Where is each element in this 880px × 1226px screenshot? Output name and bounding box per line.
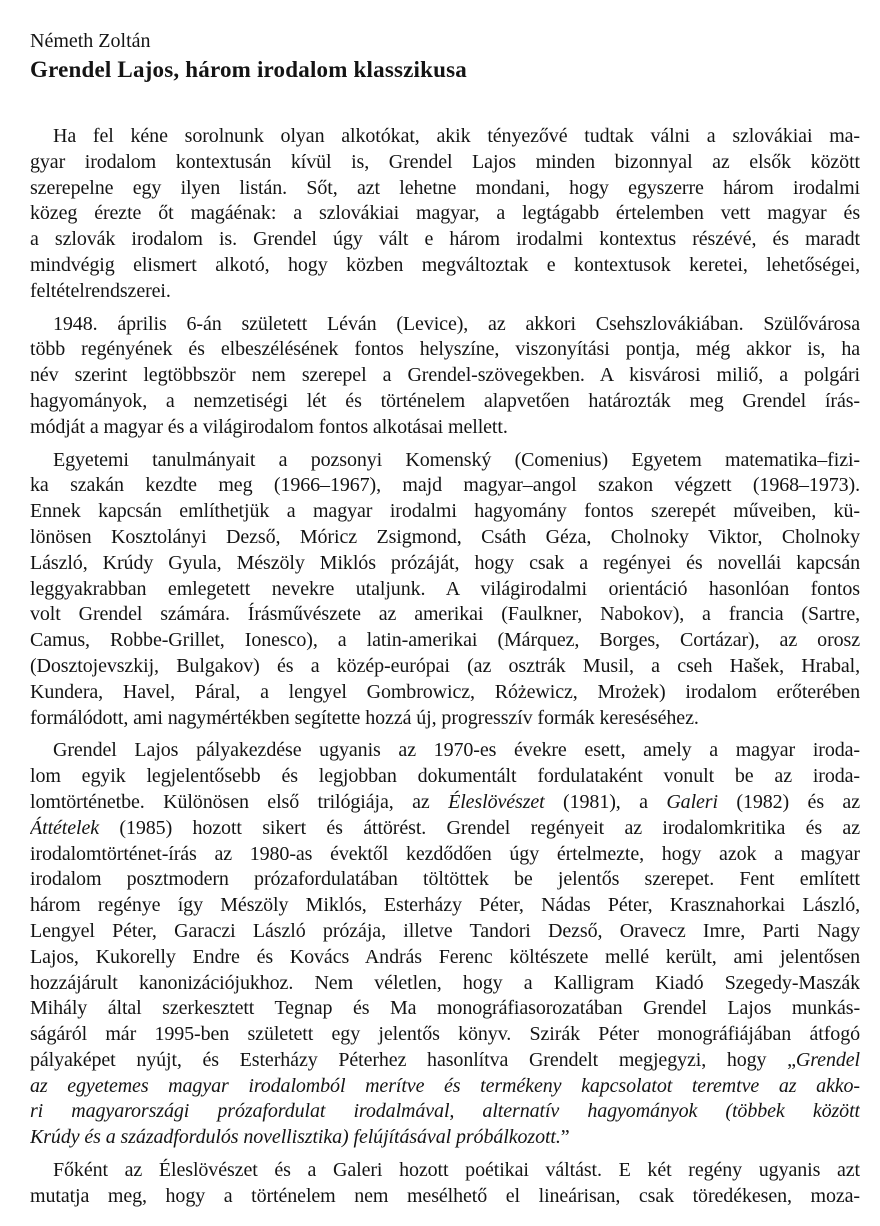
text-run: irodalomtörténet-írás az 1980-as évektől kezdődően úgy értelmezte, hogy azok a magyar [30, 842, 860, 865]
text-run: ságáról már 1995-ben született egy jelentős könyv. Szirák Péter monográfiájában átfogó [30, 1023, 860, 1046]
article-body [30, 124, 860, 1210]
italic-text-run: ri magyarországi prózafordulat irodalmával, alternatív hagyományok (többek között [30, 1100, 860, 1123]
text-run: volt Grendel számára. Írásművészete az amerikai (Faulkner, Nabokov), a francia (Sartre, [30, 603, 860, 626]
text-run: három regénye így Mészöly Miklós, Esterházy Péter, Nádas Péter, Krasznahorkai László, [30, 894, 860, 917]
text-line [30, 577, 860, 603]
text-line [30, 1099, 860, 1125]
paragraph [30, 738, 860, 1151]
text-run: Egyetemi tanulmányait a pozsonyi Komenský (Comenius) Egyetem matematika–fizi- [53, 448, 860, 471]
text-run: 1948. április 6-án született Léván (Levice), az akkori Csehszlovákiában. Szülővárosa [53, 312, 860, 335]
text-line [30, 337, 860, 363]
text-line [30, 1125, 860, 1151]
text-line [30, 176, 860, 202]
article-title: Grendel Lajos, három irodalom klasszikusa [30, 57, 467, 82]
text-line [30, 738, 860, 764]
text-run: lönösen Kosztolányi Dezső, Móricz Zsigmond, Csáth Géza, Cholnoky Viktor, Cholnoky [30, 525, 860, 548]
text-line [30, 201, 860, 227]
text-line [30, 551, 860, 577]
paragraph [30, 124, 860, 305]
text-run: Grendel Lajos pályakezdése ugyanis az 1970-es évekre esett, amely a magyar iroda- [53, 739, 860, 762]
text-run: (1981), a [544, 790, 667, 813]
text-run: Kundera, Havel, Páral, a lengyel Gombrowicz, Różewicz, Mrożek) irodalom erőterében [30, 680, 860, 703]
text-line [30, 1048, 860, 1074]
italic-text-run: az egyetemes magyar irodalomból merítve és termékeny kapcsolatot teremtve az akko- [30, 1074, 860, 1097]
text-line [30, 706, 860, 732]
text-line [30, 628, 860, 654]
text-line [30, 867, 860, 893]
text-run: gyar irodalom kontextusán kívül is, Grendel Lajos minden bizonnyal az elsők között [30, 150, 860, 173]
text-line [30, 654, 860, 680]
text-line [30, 499, 860, 525]
italic-text-run: Éleslövészet [448, 790, 545, 813]
text-run: módját a magyar és a világirodalom fontos alkotásai mellett. [30, 415, 508, 438]
text-run: hagyományok, a nemzetiségi lét és történelem alapvetően határozták meg Grendel írás- [30, 389, 860, 412]
text-run: a szlovák irodalom is. Grendel úgy vált e három irodalmi kontextus részévé, és maradt [30, 228, 860, 251]
text-line [30, 842, 860, 868]
text-line [30, 1158, 860, 1184]
text-line [30, 312, 860, 338]
text-run: irodalom posztmodern prózafordulatában töltöttek be jelentős szerepet. Fent említett [30, 868, 860, 891]
text-line [30, 448, 860, 474]
text-line [30, 602, 860, 628]
paragraph [30, 1158, 860, 1210]
text-line [30, 389, 860, 415]
text-line [30, 1074, 860, 1100]
text-run: Ennek kapcsán említhetjük a magyar irodalmi hagyomány fontos szerepét műveiben, kü- [30, 500, 860, 523]
text-line [30, 525, 860, 551]
text-line [30, 919, 860, 945]
text-line [30, 473, 860, 499]
author-name: Németh Zoltán [30, 30, 151, 52]
text-run: lomtörténetbe. Különösen első trilógiája, az [30, 790, 449, 813]
text-line [30, 227, 860, 253]
text-run: Mihály által szerkesztett Tegnap és Ma monográfiasorozatában Grendel Lajos munkás- [30, 997, 860, 1020]
text-run: formálódott, ami nagymértékben segítette hozzá új, progresszív formák kereséséhez. [30, 706, 699, 729]
text-run: feltételrendszerei. [30, 279, 171, 302]
italic-text-run: Grendel [795, 1048, 860, 1071]
text-run: pályaképet nyújt, és Esterházy Péterhez hasonlítva Grendelt megjegyzi, hogy „ [30, 1048, 796, 1071]
text-line [30, 816, 860, 842]
text-run: ka szakán kezdte meg (1966–1967), majd magyar–angol szakon végzett (1968–1973). [30, 474, 860, 497]
text-line [30, 971, 860, 997]
italic-text-run: Galeri [666, 790, 718, 813]
text-line [30, 124, 860, 150]
text-line [30, 253, 860, 279]
text-line [30, 415, 860, 441]
text-run: (1985) hozott sikert és áttörést. Grendel regényeit az irodalomkritika és az [99, 816, 860, 839]
text-line [30, 893, 860, 919]
text-line [30, 790, 860, 816]
paragraph [30, 448, 860, 732]
text-line [30, 1022, 860, 1048]
text-run: szerepelne egy ilyen listán. Sőt, azt lehetne mondani, hogy egyszerre három irodalmi [30, 176, 860, 199]
text-line [30, 996, 860, 1022]
text-run: (1982) és az [717, 790, 860, 813]
text-run: Lengyel Péter, Garaczi László prózája, illetve Tandori Dezső, Oravecz Imre, Parti Nagy [30, 919, 860, 942]
text-run: közeg érezte őt magáénak: a szlovákiai magyar, a legtágabb értelemben vett magyar és [30, 202, 860, 225]
paragraph [30, 312, 860, 441]
italic-text-run: Krúdy és a századfordulós novellisztika) felújításával próbálkozott. [30, 1126, 561, 1149]
italic-text-run: Áttételek [30, 816, 100, 839]
text-run: ” [560, 1126, 570, 1149]
text-run: Lajos, Kukorelly Endre és Kovács András Ferenc költészete mellé került, ami jelentősen [30, 945, 860, 968]
text-run: név szerint legtöbbször nem szerepel a Grendel-szövegekben. A kisvárosi miliő, a polgári [30, 364, 860, 387]
text-line [30, 945, 860, 971]
text-line [30, 363, 860, 389]
text-run: lom egyik legjelentősebb és legjobban dokumentált fordulataként vonult be az iroda- [30, 765, 860, 788]
text-run: mutatja meg, hogy a történelem nem mesélhető el lineárisan, csak töredékesen, moza- [30, 1184, 860, 1207]
text-line [30, 279, 860, 305]
text-run: Ha fel kéne sorolnunk olyan alkotókat, akik tényezővé tudtak válni a szlovákiai ma- [53, 125, 860, 147]
text-run: Camus, Robbe-Grillet, Ionesco), a latin-amerikai (Márquez, Borges, Cortázar), az orosz [30, 629, 860, 652]
text-run: László, Krúdy Gyula, Mészöly Miklós prózáját, hogy csak a regényei és novellái kapcsán [30, 551, 860, 574]
text-run: hozzájárult kanonizációjukhoz. Nem véletlen, hogy a Kalligram Kiadó Szegedy-Maszák [30, 971, 860, 994]
text-run: Főként az Éleslövészet és a Galeri hozott poétikai váltást. E két regény ugyanis azt [53, 1159, 860, 1182]
text-line [30, 1184, 860, 1210]
text-run: leggyakrabban emlegetett nevekre utaljunk. A világirodalmi orientáció hasonlóan fontos [30, 577, 860, 600]
text-line [30, 150, 860, 176]
text-line [30, 680, 860, 706]
text-run: több regényének és elbeszélésének fontos helyszíne, viszonyítási pontja, még akkor is, ha [30, 338, 860, 361]
text-run: (Dosztojevszkij, Bulgakov) és a közép-európai (az osztrák Musil, a cseh Hašek, Hrabal, [30, 654, 860, 677]
text-line [30, 764, 860, 790]
text-run: mindvégig elismert alkotó, hogy közben megváltoztak e kontextusok keretei, lehetőségei, [30, 253, 860, 276]
